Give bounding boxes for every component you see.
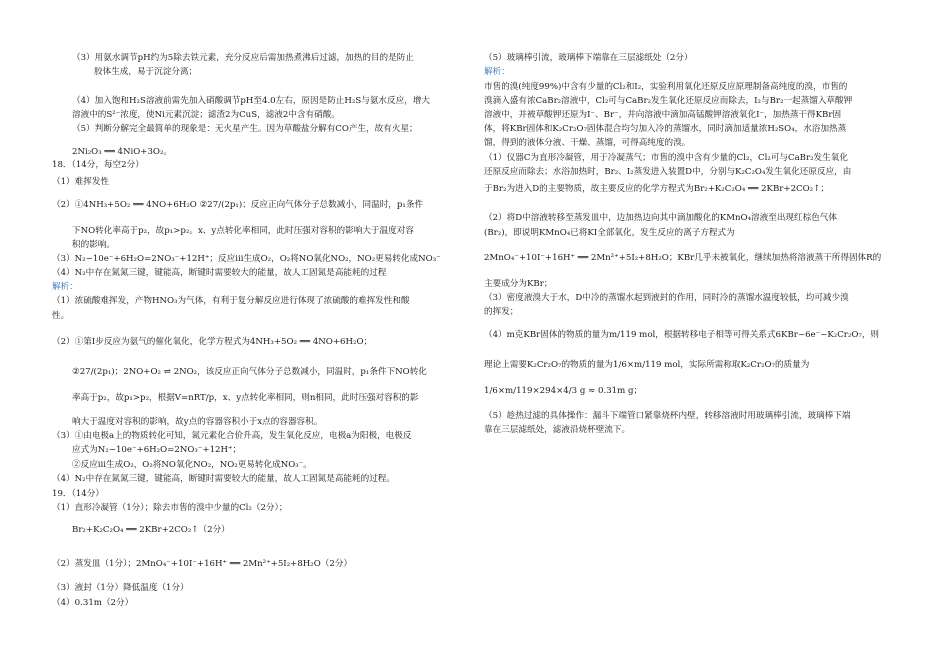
text-line: ②反应iii生成O₂，O₂将NO氧化NO₂，NO₂更易转化成NO₃⁻。: [72, 460, 312, 470]
equation: 1/6×m/119×294×4/3 g ≈ 0.31m g；: [484, 386, 643, 396]
text-line: 溶液中的S²⁻浓度，使Ni元素沉淀；滤渣2为CuS，滤液2中含有硝酸。: [72, 110, 340, 120]
text-line: （4）N₂中存在氮氮三键，键能高，断键时需要较大的能量，故人工固氮是高能耗的过程: [52, 268, 387, 278]
text-line: 还原反应而除去；水浴加热时，Br₂、I₂蒸发进入装置D中，分别与K₂C₂O₄发生氧化还原反应，由: [484, 167, 852, 177]
text-line: （3）N₂−10e⁻+6H₂O=2NO₃⁻+12H⁺；反应iii生成O₂，O₂将NO氧化NO₂，NO₂更易转化成NO₃⁻: [52, 254, 441, 264]
text-line: （2）蒸发皿（1分）；2MnO₄⁻+10I⁻+16H⁺ ══ 2Mn²⁺+5I₂+8H₂O（2分）: [52, 559, 353, 569]
text-line: （3）用氨水调节pH约为5除去铁元素，充分反应后需加热煮沸后过滤，加热的目的是防止: [72, 53, 414, 63]
text-line: 的挥发；: [484, 307, 519, 317]
text-line: 体，将KBr固体和K₂Cr₂O₇固体混合均匀加入冷的蒸馏水，同时滴加适量浓H₂SO₄，水浴加热蒸: [484, 124, 847, 134]
text-line: （5）趁热过滤的具体操作：漏斗下端管口紧靠烧杯内壁，转移溶液时用玻璃棒引流，玻璃棒下端: [484, 411, 851, 421]
text-line: 积的影响。: [72, 240, 115, 250]
equation: Br₂+K₂C₂O₄ ══ 2KBr+2CO₂↑（2分）: [72, 525, 230, 535]
text-line: 应式为N₂−10e⁻+6H₂O=2NO₃⁻+12H⁺；: [72, 445, 242, 455]
text-line: （4）m克KBr固体的物质的量为m/119 mol，根据转移电子相等可得关系式6KBr~6e⁻~K₂Cr₂O₇，则: [484, 330, 880, 340]
text-line: （5）玻璃棒引流，玻璃棒下端靠在三层滤纸处（2分）: [484, 53, 693, 63]
text-line: （1）直形冷凝管（1分）；除去市售的溴中少量的Cl₂（2分）；: [52, 503, 288, 513]
text-line: （1）浓硫酸难挥发，产物HNO₃为气体，有利于复分解反应进行体现了浓硫酸的难挥发性和酸: [52, 296, 410, 306]
text-line: （4）0.31m（2分）: [52, 598, 134, 608]
text-line: （4）N₂中存在氮氮三键，键能高，断键时需要较大的能量，故人工固氮是高能耗的过程。: [52, 474, 395, 484]
analysis-label: 解析：: [52, 282, 78, 292]
text-line: （3）密度液溴大于水，D中冷的蒸馏水起到液封的作用，同时冷的蒸馏水温度较低，均可减少溴: [484, 293, 849, 303]
text-line: （2）①4NH₃+5O₂ ══ 4NO+6H₂O ②27/(2p₁)；反应正向气体分子总数减小，同温时，p₁条件: [52, 200, 424, 210]
text-line: 于Br₂为进入D的主要物质，故主要反应的化学方程式为Br₂+K₂C₂O₄ ══ 2KBr+2CO₂↑；: [484, 184, 829, 194]
text-line: （1）仪器C为直形冷凝管，用于冷凝蒸气；市售的溴中含有少量的Cl₂，Cl₂可与CaBr₂发生氧化: [484, 153, 848, 163]
analysis-label: 解析：: [484, 67, 510, 77]
text-line: 2MnO₄⁻+10I⁻+16H⁺ ══ 2Mn²⁺+5I₂+8H₂O；KBr几乎未被氧化，继续加热将溶液蒸干所得固体R的: [484, 253, 882, 263]
text-line: 馏，得到的液体分液、干燥、蒸馏，可得高纯度的溴。: [484, 138, 691, 148]
text-line: （2）①第I步反应为氨气的催化氧化，化学方程式为4NH₃+5O₂ ══ 4NO+6H₂O；: [52, 337, 373, 347]
text-line: 溴滴入盛有浓CaBr₂溶液中，Cl₂可与CaBr₂发生氧化还原反应而除去，I₂与Br₂一起蒸馏入草酸钾: [484, 96, 853, 106]
text-line: ②27/(2p₁)；2NO+O₂ ⇌ 2NO₂，该反应正向气体分子总数减小，同温时，p₁条件下NO转化: [72, 367, 427, 377]
text-line: (Br₂)，即说明KMnO₄已将KI全部氧化，发生反应的离子方程式为: [484, 228, 735, 238]
text-line: （4）加入饱和H₂S溶液前需先加入硝酸调节pH至4.0左右，原因是防止H₂S与氨水反应，增大: [72, 96, 430, 106]
text-line: （2）将D中溶液转移至蒸发皿中，边加热边向其中滴加酸化的KMnO₄溶液至出现红棕色气体: [484, 213, 837, 223]
text-line: （3）①由电极a上的物质转化可知，氮元素化合价升高，发生氧化反应，电极a为阳极，电极反: [52, 431, 412, 441]
text-line: 靠在三层滤纸处，滤液沿烧杯壁流下。: [484, 425, 631, 435]
text-line: （5）判断分解完全最简单的现象是：无火星产生。因为草酸盐分解有CO产生，故有火星；: [72, 124, 418, 134]
text-line: 市售的溴(纯度99%)中含有少量的Cl₂和I₂，实验利用氧化还原反应原理制备高纯度的溴，市售的: [484, 82, 848, 92]
text-line: 理论上需要K₂Cr₂O₇的物质的量为1/6×m/119 mol，实际所需称取K₂Cr₂O₇的质量为: [484, 360, 810, 370]
equation: 2Ni₂O₃ ══ 4NiO+3O₂。: [72, 147, 173, 157]
text-line: 下NO转化率高于p₂，故p₁>p₂。x、y点转化率相同，此时压强对容积的影响大于温度对容: [72, 226, 414, 236]
text-line: 性。: [52, 311, 70, 321]
text-line: 溶液中，并被草酸钾还原为I⁻、Br⁻，并向溶液中滴加高锰酸钾溶液氧化I⁻，加热蒸干得KBr固: [484, 110, 842, 120]
text-line: 胶体生成，易于沉淀分离；: [94, 67, 198, 77]
question-header: 19．（14分）: [52, 489, 104, 499]
text-line: （3）液封（1分）降低温度（1分）: [52, 583, 189, 593]
text-line: 响大于温度对容积的影响，故y点的容器容积小于x点的容器容积。: [72, 417, 323, 427]
text-line: 主要成分为KBr；: [484, 279, 553, 289]
text-line: 率高于p₂，故p₁>p₂，根据V=nRT/p，x、y点转化率相同，则n相同，此时压强对容积的影: [72, 393, 419, 403]
text-line: （1）难挥发性: [52, 177, 110, 187]
question-header: 18．（14分，每空2分）: [52, 160, 144, 170]
